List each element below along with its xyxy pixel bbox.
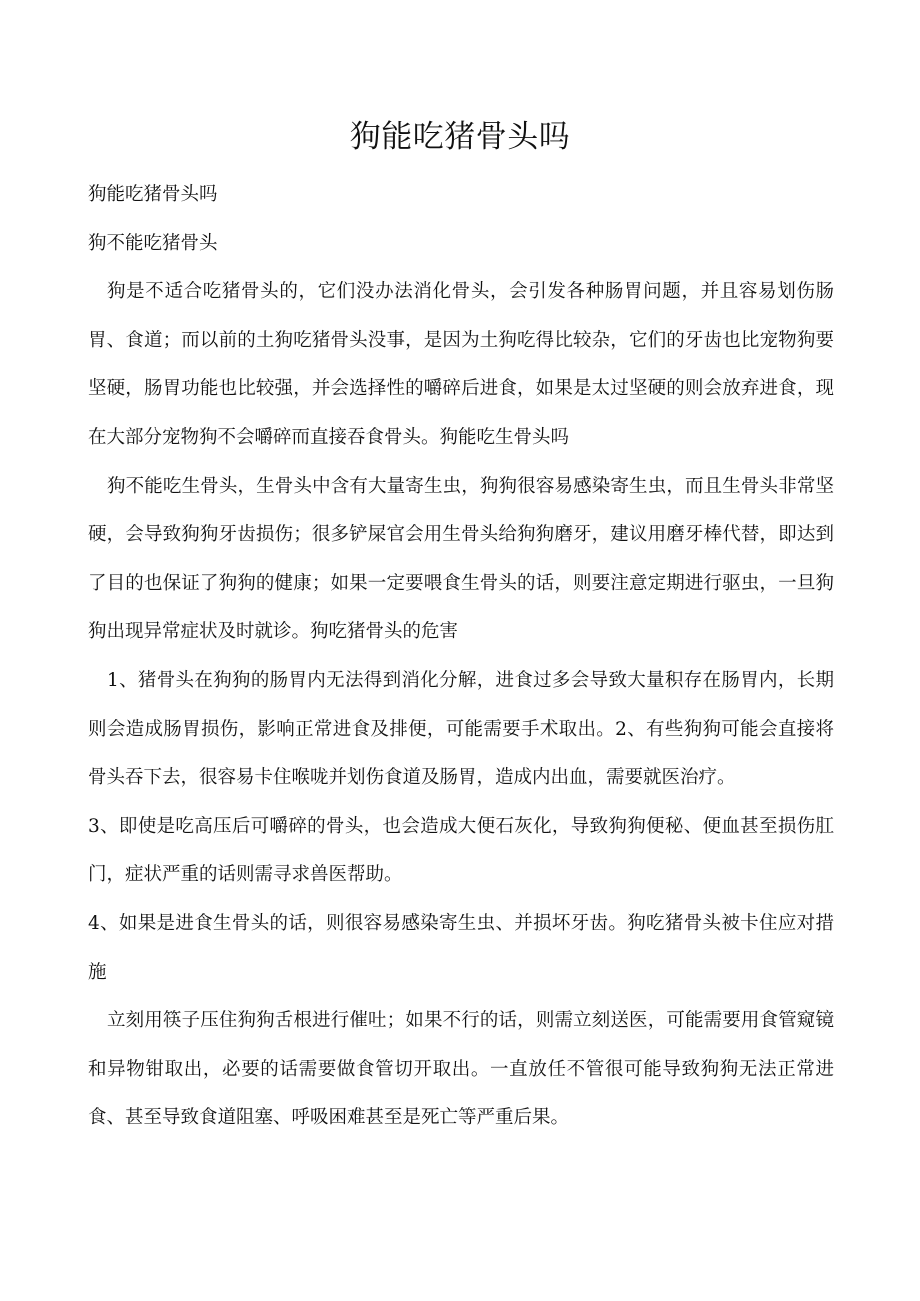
paragraph-5: 1、猪骨头在狗狗的肠胃内无法得到消化分解，进食过多会导致大量积存在肠胃内，长期则会造成肠胃损伤，影响正常进食及排便，可能需要手术取出。2、有些狗狗可能会直接将骨头吞下去，很容易卡住喉咙并划伤食道及肠胃，造成内出血，需要就医治疗。 xyxy=(88,669,834,789)
paragraph-6: 3、即使是吃高压后可嚼碎的骨头，也会造成大便石灰化，导致狗狗便秘、便血甚至损伤肛门，症状严重的话则需寻求兽医帮助。 xyxy=(88,815,834,886)
paragraph-7: 4、如果是进食生骨头的话，则很容易感染寄生虫、并损坏牙齿。狗吃猪骨头被卡住应对措施 xyxy=(88,912,834,983)
paragraph-4: 狗不能吃生骨头，生骨头中含有大量寄生虫，狗狗很容易感染寄生虫，而且生骨头非常坚硬，会导致狗狗牙齿损伤；很多铲屎官会用生骨头给狗狗磨牙，建议用磨牙棒代替，即达到了目的也保证了狗狗的健康；如果一定要喂食生骨头的话，则要注意定期进行驱虫，一旦狗狗出现异常症状及时就诊。狗吃猪骨头的危害 xyxy=(88,475,834,643)
paragraph-1: 狗能吃猪骨头吗 xyxy=(88,184,218,205)
paragraph-2: 狗不能吃猪骨头 xyxy=(88,232,218,254)
page-title: 狗能吃猪骨头吗 xyxy=(349,119,571,155)
document-body xyxy=(88,171,834,1143)
paragraph-8: 立刻用筷子压住狗狗舌根进行催吐；如果不行的话，则需立刻送医，可能需要用食管窥镜和异物钳取出，必要的话需要做食管切开取出。一直放任不管很可能导致狗狗无法正常进食、甚至导致食道阻塞、呼吸困难甚至是死亡等严重后果。 xyxy=(88,1010,834,1129)
paragraph-3: 狗是不适合吃猪骨头的，它们没办法消化骨头，会引发各种肠胃问题，并且容易划伤肠胃、食道；而以前的土狗吃猪骨头没事，是因为土狗吃得比较杂，它们的牙齿也比宠物狗要坚硬，肠胃功能也比较强，并会选择性的嚼碎后进食，如果是太过坚硬的则会放弃进食，现在大部分宠物狗不会嚼碎而直接吞食骨头。狗能吃生骨头吗 xyxy=(88,281,834,448)
